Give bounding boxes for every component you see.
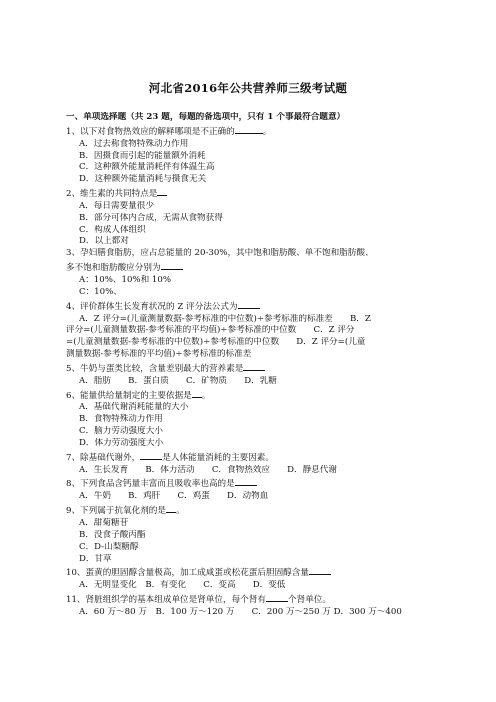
option: A．过去称食物特殊动力作用 — [79, 138, 189, 149]
question-4 — [66, 299, 436, 314]
question-stem: 1、以下对食物热效应的解释哪项是不正确的 — [66, 126, 235, 137]
question-8 — [66, 476, 436, 491]
question-10 — [66, 565, 436, 580]
option: B．食物特殊动力作用 — [79, 414, 163, 425]
question-stem-end: 。 — [201, 390, 211, 401]
question-stem: 4、评价群体生长发育状况的 Z 评分法公式为 — [66, 301, 238, 312]
option: B．因摄食而引起的能量额外消耗 — [79, 150, 206, 161]
option-line: =(儿童测量数据-参考标准的中位数)÷参考标准的中位数 D．Z 评分=(儿童 — [66, 337, 366, 348]
question-6 — [66, 388, 436, 403]
answer-blank — [235, 124, 263, 134]
question-3: 3、孕妇膳食脂肪，应占总能量的 20-30%，其中饱和脂肪酸、单不饱和脂肪酸、 — [66, 248, 374, 259]
question-stem: 5、牛奶与蛋类比较，含量差别最大的营养素是 — [66, 363, 244, 374]
option: D．体力劳动强度大小 — [79, 437, 164, 448]
option: B．部分可体内合成，无需从食物获得 — [79, 212, 223, 223]
question-stem: 2、维生素的共同特点是 — [66, 189, 158, 200]
option-line: A．无明显变化 B．有变化 C．变高 D．变低 — [79, 580, 286, 591]
section-heading: 一、单项选择题（共 23 题，每题的备选项中，只有 1 个事最符合题意） — [66, 112, 346, 122]
question-stem: 多不饱和脂肪酸应分别为 — [66, 263, 161, 274]
question-stem: 11、肾脏组织学的基本组成单位是肾单位，每个肾有 — [66, 595, 266, 606]
question-7 — [66, 450, 436, 465]
question-3-cont — [66, 260, 436, 275]
option: C．构成人体组织 — [79, 224, 146, 235]
option: C．脑力劳动强度大小 — [79, 426, 163, 437]
option: C．D-山梨糖醇 — [79, 541, 139, 552]
question-stem-end: 个肾单位。 — [288, 595, 331, 606]
question-stem-end: 。 — [262, 126, 272, 137]
question-5 — [66, 361, 436, 376]
option-line: A．生长发育 B．体力活动 C．食物热效应 D．静息代谢 — [79, 464, 338, 475]
answer-blank — [166, 503, 176, 513]
option-line: 测量数据-参考标准的平均值)÷参考标准的标准差 — [66, 349, 252, 360]
question-stem: 10、蛋黄的胆固醇含量极高，加工成咸蛋或松花蛋后胆固醇含量 — [66, 568, 309, 579]
option: A．基础代谢消耗能量的大小 — [79, 402, 189, 413]
option-line: A．60 万～80 万 B．100 万～120 万 C．200 万～250 万 D．300 万～400 — [79, 606, 402, 617]
answer-blank — [266, 592, 288, 602]
answer-blank — [161, 260, 183, 270]
answer-blank — [243, 361, 265, 371]
question-stem-end: 。 — [176, 506, 185, 517]
answer-blank — [309, 565, 331, 575]
option: A．每日需要量很少 — [79, 200, 154, 211]
answer-blank — [235, 476, 257, 486]
answer-blank — [157, 186, 167, 196]
question-11 — [66, 592, 436, 607]
option: C．这种额外能量消耗伴有体温生高 — [79, 162, 215, 173]
option-line: 评分=(儿童测量数据-参考标准的平均值)÷参考标准的中位数 C．Z 评分 — [66, 325, 355, 336]
option-line: A．脂肪 B．蛋白质 C．矿物质 D．乳糖 — [79, 375, 277, 386]
question-stem: 7、除基础代谢外， — [66, 452, 141, 463]
question-9 — [66, 503, 436, 518]
question-2 — [66, 186, 436, 201]
question-body — [66, 112, 436, 619]
option-line: A．Z 评分=(儿童测量数据-参考标准的中位数)÷参考标准的标准差 B．Z — [79, 313, 371, 324]
question-stem-end: 是人体能量消耗的主要因素。 — [162, 452, 274, 463]
option: A．甜菊糖苷 — [79, 518, 129, 528]
option-line: A．牛奶 B．鸡肝 C．鸡蛋 D．动物血 — [79, 491, 269, 502]
answer-blank — [192, 388, 202, 398]
page-title: 河北省2016年公共营养师三级考试题 — [148, 81, 348, 95]
answer-blank — [238, 299, 260, 309]
answer-blank — [140, 450, 162, 460]
option: D．甘草 — [79, 553, 112, 564]
option: D．以上都对 — [79, 236, 129, 247]
question-stem: 9、下列属于抗氧化剂的是 — [66, 506, 166, 517]
option: D．这种额外能量消耗与摄食无关 — [79, 174, 207, 185]
question-1 — [66, 124, 436, 139]
option: B．没食子酸丙酯 — [79, 529, 146, 540]
question-stem: 8、下列食品含钙量丰富而且吸收率也高的是 — [66, 479, 235, 490]
question-stem: 6、能量供给量制定的主要依据是 — [66, 390, 192, 401]
option: A：10%、10%和 10% — [79, 274, 172, 285]
option: C：10%、 — [79, 286, 122, 297]
